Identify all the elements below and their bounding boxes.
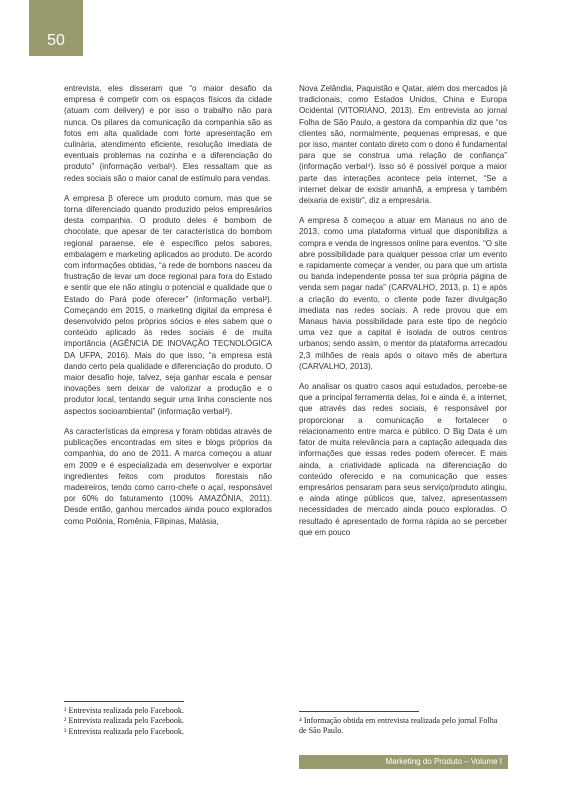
right-paragraph-1: Nova Zelândia, Paquistão e Qatar, além dos mercados já tradicionais, como Estados Unidos, China e Europa Ocidental (VITORIANO, 2013). Em entrevista ao jornal Folha de São Paulo, a gestora da companhia diz que “os clientes são, normalmente, pequenas empresas, e que por isso, manter contato direto com o dono é fundamental para que se construa uma relação de confiança” (informação verbal⁴). Isso só é possível porque a maior parte das interações acontece pela internet, “Se a internet deixar de existir amanhã, a empresa γ também deixaria de existir”, diz a empresária. bbox=[299, 84, 507, 206]
footer-title: Marketing do Produto – Volume I bbox=[385, 757, 502, 766]
left-column bbox=[64, 83, 272, 536]
footer-bar bbox=[299, 755, 508, 769]
left-paragraph-2: A empresa β oferece um produto comum, mas que se torna diferenciado quando produzido pelos empresários desta companhia. O produto deles é bombom de chocolate, que apesar de ter característica do bombom regional paraense, ele é específico pelos sabores, embalagem e marketing aplicados ao produto. De acordo com informações obtidas, “a rede de bombons nasceu da frustração de levar um doce regional para fora do Estado e sentir que ele não atingiu o potencial e qualidade que o Estado do Pará pode oferecer” (informação verbal²). Começando em 2015, o marketing digital da empresa é desenvolvido pelos próprios sócios e eles sabem que o conteúdo aplicado às redes sociais é de muita importância (AGÊNCIA DE INOVAÇÃO TECNOLÓGICA DA UFPA, 2016). Mais do que isso, “a empresa está dando certo pela qualidade e diferenciação do produto. O maior desafio hoje, talvez, seja ganhar escala e pensar inovações sem deixar de valorizar a produção e o produtor local, tentando seguir uma linha consciente nos aspectos socioambiental” (informação verbal³). bbox=[64, 193, 272, 416]
left-paragraph-3: As características da empresa γ foram obtidas através de publicações encontradas em sites e blogs próprios da companhia, do ano de 2011. A marca começou a atuar em 2009 e é especializada em desenvolver e exportar ingredientes feitos com produtos florestais não madeireiros, tendo como carro-chefe o açaí, responsável por 60% do faturamento (100% AMAZÔNIA, 2011). Desde então, ganhou mercados ainda pouco explorados como Polônia, Romênia, Filipinas, Malásia, bbox=[64, 426, 272, 526]
page-number-tab bbox=[29, 0, 83, 56]
right-paragraph-2: A empresa δ começou a atuar em Manaus no ano de 2013, como uma plataforma virtual que disponibiliza a compra e venda de ingressos online para eventos. “O site abre possibilidade para qualquer pessoa criar um evento e rapidamente começar a vender, ou para que um artista ou banda independente possa ter sua própria página de venda sem pagar nada” (CARVALHO, 2013, p. 1) e após a criação do evento, o cliente pode fazer divulgação imediata nas redes sociais. A rede provou que em Manaus havia possibilidade para este tipo de negócio uma vez que a capital é isolada de outros centros urbanos; sendo assim, o mentor da plataforma arrecadou 2,3 milhões de reais após o oitavo mês de abertura (CARVALHO, 2013). bbox=[299, 216, 507, 371]
footnote-3: ³ Entrevista realizada pelo Facebook. bbox=[64, 726, 184, 736]
footnotes-left bbox=[64, 706, 272, 737]
footnote-divider-right bbox=[299, 711, 419, 712]
right-paragraph-3: Ao analisar os quatro casos aqui estudados, percebe-se que a principal ferramenta delas, foi e ainda é, a internet, que através das redes sociais, é responsável por proporcionar a comunicação e fortalecer o relacionamento entre marca e público. O Big Data é um fator de muita relevância para a captação adequada das informações que essas redes podem oferecer. E mais ainda, a criatividade aplicada na diferenciação do conteúdo oferecido e na comunicação que esses empresários pensaram para seus serviço/produto atingiu, e ainda atinge públicos que, talvez, apresentassem necessidades de mercado ainda pouco exploradas. O resultado é apresentado de forma rápida ao se perceber que em pouco bbox=[299, 382, 507, 537]
page-number: 50 bbox=[47, 32, 65, 49]
footnote-2: ² Entrevista realizada pelo Facebook. bbox=[64, 716, 184, 726]
footnote-1: ¹ Entrevista realizada pelo Facebook. bbox=[64, 706, 184, 715]
left-paragraph-1: entrevista, eles disseram que “o maior desafio da empresa é competir com os espaços físicos da cidade (atuam com delivery) e por isso o trabalho não para nunca. Os pilares da comunicação da companhia são as fotos em alta qualidade com forte apresentação em culinária, atendimento eficiente, resolução imediata de eventuais problemas na cozinha e a diferenciação do produto” (informação verbal¹). Eles ressaltam que as redes sociais são o maior canal de estímulo para vendas. bbox=[64, 84, 272, 183]
footnote-4: ⁴ Informação obtida em entrevista realizada pelo jornal Folha de São Paulo. bbox=[299, 716, 498, 736]
right-column bbox=[299, 83, 507, 547]
footnotes-right bbox=[299, 716, 499, 737]
footnote-divider-left bbox=[64, 701, 184, 702]
